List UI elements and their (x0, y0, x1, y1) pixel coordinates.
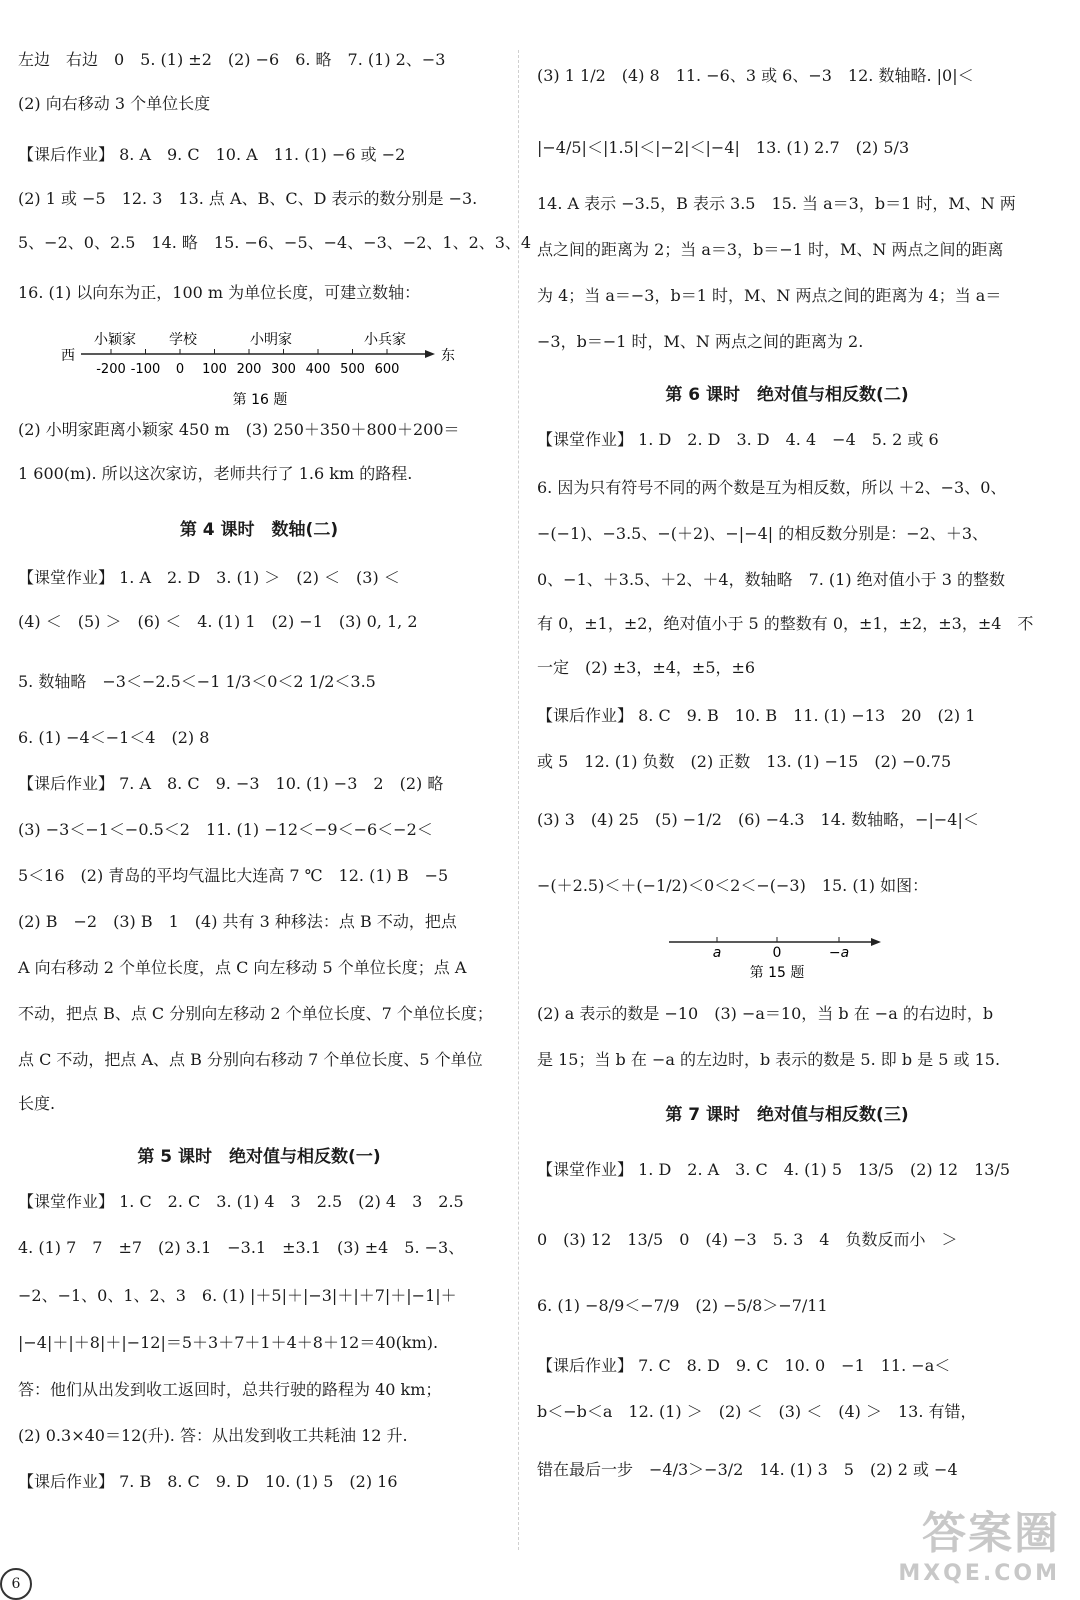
fig15-label-neg-a: −a (828, 945, 850, 961)
fig15-caption: 第 15 题 (749, 965, 805, 981)
page-number: 6 (0, 1568, 32, 1600)
answer-line: 5、−2、0、2.5 14. 略 15. −6、−5、−4、−3、−2、1、2、3、4 (18, 233, 532, 252)
answer-line: 14. A 表示 −3.5，B 表示 3.5 15. 当 a＝3，b＝1 时，M、N 两 (537, 194, 1016, 213)
section-title: 第 4 课时 数轴(二) (179, 520, 339, 540)
answer-line: 16. (1) 以向东为正，100 m 为单位长度，可建立数轴： (18, 283, 421, 302)
answer-line: (3) 1 1/2 (4) 8 11. −6、3 或 6、−3 12. 数轴略. |0|＜ (537, 66, 974, 85)
answer-line: 【课后作业】 7. A 8. C 9. −3 10. (1) −3 2 (2) 略 (18, 774, 444, 793)
answer-line: 【课后作业】 7. C 8. D 9. C 10. 0 −1 11. −a＜ (537, 1356, 951, 1375)
answer-line: 0、−1、＋3.5、＋2、＋4，数轴略 7. (1) 绝对值小于 3 的整数 (537, 570, 1006, 589)
answer-line: 6. (1) −8/9＜−7/9 (2) −5/8＞−7/11 (537, 1296, 828, 1315)
answer-line: 或 5 12. (1) 负数 (2) 正数 13. (1) −15 (2) −0.75 (537, 752, 952, 771)
fig15-label-a: a (712, 945, 722, 961)
answer-line: (2) 向右移动 3 个单位长度 (18, 94, 211, 113)
fig16-tick-label: 400 (305, 362, 331, 377)
answer-line: |−4/5|＜|1.5|＜|−2|＜|−4| 13. (1) 2.7 (2) 5/3 (537, 138, 910, 157)
answer-line: 点 C 不动，把点 A、点 B 分别向右移动 7 个单位长度、5 个单位 (18, 1050, 483, 1069)
answer-line: (2) B −2 (3) B 1 (4) 共有 3 种移法：点 B 不动，把点 (18, 912, 457, 931)
answer-line: −(−1)、−3.5、−(＋2)、−|−4| 的相反数分别是：−2、＋3、 (537, 524, 989, 543)
answer-line: 【课堂作业】 1. D 2. A 3. C 4. (1) 5 13/5 (2) 12 13/5 (537, 1160, 1011, 1179)
fig16-tick-label: 200 (236, 362, 262, 377)
fig16-caption: 第 16 题 (232, 392, 288, 408)
fig15-label-0: 0 (772, 945, 782, 961)
watermark-line-1: 答案圈 (922, 1508, 1060, 1559)
answer-line: 有 0，±1，±2，绝对值小于 5 的整数有 0，±1，±2，±3，±4 不 (537, 614, 1034, 633)
section-title: 第 6 课时 绝对值与相反数(二) (665, 385, 909, 405)
answer-line: (2) 0.3×40＝12(升). 答：从出发到收工共耗油 12 升. (18, 1426, 408, 1445)
answer-line: 【课堂作业】 1. A 2. D 3. (1) ＞ (2) ＜ (3) ＜ (18, 568, 400, 587)
answer-line: 6. (1) −4＜−1＜4 (2) 8 (18, 728, 210, 747)
answer-line: 错在最后一步 −4/3＞−3/2 14. (1) 3 5 (2) 2 或 −4 (537, 1460, 958, 1479)
answer-line: 【课堂作业】 1. C 2. C 3. (1) 4 3 2.5 (2) 4 3 2.5 (18, 1192, 464, 1211)
fig15-axis-arrow (871, 938, 881, 946)
answer-line: (3) 3 (4) 25 (5) −1/2 (6) −4.3 14. 数轴略，−|−4|＜ (537, 810, 979, 829)
fig16-tick-label: 600 (374, 362, 400, 377)
fig16-west-label: 西 (61, 348, 75, 364)
fig16-tick-label: -200 (96, 362, 126, 377)
watermark (898, 1497, 1060, 1586)
answer-line: 不动，把点 B、点 C 分别向左移动 2 个单位长度、7 个单位长度； (18, 1004, 493, 1023)
answer-line: b＜−b＜a 12. (1) ＞ (2) ＜ (3) ＜ (4) ＞ 13. 有错， (537, 1402, 977, 1421)
fig16-ticks (96, 349, 399, 377)
answer-line: 长度. (18, 1094, 56, 1113)
answer-line: (2) 1 或 −5 12. 3 13. 点 A、B、C、D 表示的数分别是 −3. (18, 189, 478, 208)
figure-15-number-line (665, 930, 890, 986)
fig16-place-label: 小明家 (250, 332, 292, 348)
fig16-tick-label: -100 (130, 362, 161, 377)
section-title: 第 7 课时 绝对值与相反数(三) (665, 1105, 909, 1125)
answer-line: −3，b＝−1 时，M、N 两点之间的距离为 2. (537, 332, 864, 351)
answer-line: 【课后作业】 7. B 8. C 9. D 10. (1) 5 (2) 16 (18, 1472, 398, 1491)
fig16-place-label: 小颖家 (94, 332, 136, 348)
answer-line: 5. 数轴略 −3＜−2.5＜−1 1/3＜0＜2 1/2＜3.5 (18, 672, 376, 691)
answer-line: |−4|＋|＋8|＋|−12|＝5＋3＋7＋1＋4＋8＋12＝40(km). (18, 1333, 439, 1352)
fig16-tick-label: 100 (202, 362, 227, 377)
figure-16-number-line (55, 328, 465, 420)
answer-line: 4. (1) 7 7 ±7 (2) 3.1 −3.1 ±3.1 (3) ±4 5. −3、 (18, 1238, 465, 1257)
fig16-tick-label: 500 (340, 362, 365, 377)
watermark-line-2: MXQE.COM (898, 1561, 1060, 1586)
answer-line: 答：他们从出发到收工返回时，总共行驶的路程为 40 km； (18, 1380, 442, 1399)
answer-line: 【课堂作业】 1. D 2. D 3. D 4. 4 −4 5. 2 或 6 (537, 430, 939, 449)
answer-line: 1 600(m). 所以这次家访，老师共行了 1.6 km 的路程. (18, 464, 413, 483)
answer-line: 为 4；当 a＝−3，b＝1 时，M、N 两点之间的距离为 4；当 a＝ (537, 286, 1002, 305)
fig16-tick-label: 0 (175, 362, 185, 377)
answer-line: −2、−1、0、1、2、3 6. (1) |＋5|＋|−3|＋|＋7|＋|−1|＋ (18, 1286, 457, 1305)
answer-line: −(＋2.5)＜＋(−1/2)＜0＜2＜−(−3) 15. (1) 如图： (537, 876, 929, 895)
answer-line: (2) a 表示的数是 −10 (3) −a＝10，当 b 在 −a 的右边时，b (537, 1004, 994, 1023)
fig16-place-label: 小兵家 (364, 332, 406, 348)
answer-line: (2) 小明家距离小颖家 450 m (3) 250＋350＋800＋200＝ (18, 420, 460, 439)
column-divider (518, 50, 519, 1550)
answer-line: (4) ＜ (5) ＞ (6) ＜ 4. (1) 1 (2) −1 (3) 0, 1, 2 (18, 612, 418, 631)
answer-line: (3) −3＜−1＜−0.5＜2 11. (1) −12＜−9＜−6＜−2＜ (18, 820, 433, 839)
answer-line: 【课后作业】 8. A 9. C 10. A 11. (1) −6 或 −2 (18, 145, 406, 164)
answer-line: 一定 (2) ±3，±4，±5，±6 (537, 658, 756, 677)
answer-line: 点之间的距离为 2；当 a＝3，b＝−1 时，M、N 两点之间的距离 (537, 240, 1004, 259)
answer-line: 0 (3) 12 13/5 0 (4) −3 5. 3 4 负数反而小 ＞ (537, 1230, 958, 1249)
section-title: 第 5 课时 绝对值与相反数(一) (137, 1147, 381, 1167)
fig16-east-label: 东 (441, 348, 455, 364)
fig16-axis-arrow (425, 350, 435, 358)
answer-line: A 向右移动 2 个单位长度，点 C 向左移动 5 个单位长度；点 A (18, 958, 467, 977)
fig16-tick-label: 300 (271, 362, 296, 377)
fig16-place-label: 学校 (169, 332, 197, 348)
answer-line: 6. 因为只有符号不同的两个数是互为相反数，所以 ＋2、−3、0、 (537, 478, 1007, 497)
answer-line: 5＜16 (2) 青岛的平均气温比大连高 7 ℃ 12. (1) B −5 (18, 866, 449, 885)
answer-line: 是 15；当 b 在 −a 的左边时，b 表示的数是 5. 即 b 是 5 或 15. (537, 1050, 1001, 1069)
answer-line: 【课后作业】 8. C 9. B 10. B 11. (1) −13 20 (2) 1 (537, 706, 976, 725)
answer-line: 左边 右边 0 5. (1) ±2 (2) −6 6. 略 7. (1) 2、−3 (18, 50, 446, 69)
